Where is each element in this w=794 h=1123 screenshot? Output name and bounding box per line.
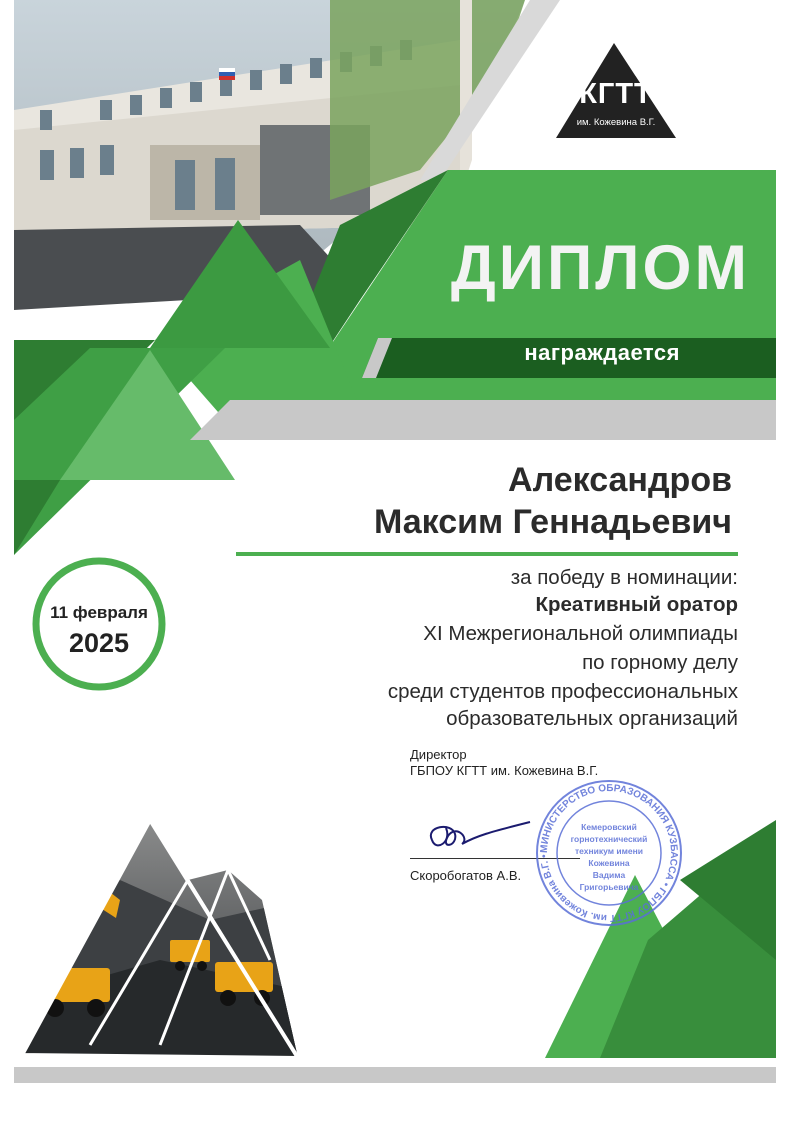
signer-organization: ГБПОУ КГТТ им. Кожевина В.Г. bbox=[410, 763, 599, 778]
reason-line-3: XI Межрегиональной олимпиады bbox=[423, 622, 738, 645]
signer-name: Скоробогатов А.В. bbox=[410, 868, 522, 883]
diploma-title: ДИПЛОМ bbox=[450, 233, 750, 303]
nomination-title: Креативный оратор bbox=[535, 593, 738, 616]
recipient-given-names: Максим Геннадьевич bbox=[374, 503, 732, 541]
signer-role: Директор bbox=[410, 747, 467, 762]
reason-line-6: образовательных организаций bbox=[446, 707, 738, 730]
reason-line-1: за победу в номинации: bbox=[510, 566, 738, 589]
reason-line-5: среди студентов профессиональных bbox=[387, 680, 738, 703]
gray-strip bbox=[190, 400, 776, 440]
date-year: 2025 bbox=[68, 628, 130, 658]
date-circle bbox=[36, 561, 162, 687]
stamp-outer-text: МИНИСТЕРСТВО ОБРАЗОВАНИЯ КУЗБАССА • ГБПОУ КГТТ им. Кожевина В.Г. • bbox=[538, 782, 680, 924]
mining-photo bbox=[20, 810, 310, 1070]
stamp-line-4: Кожевина bbox=[588, 858, 630, 868]
stamp-line-3: техникум имени bbox=[575, 846, 643, 856]
stamp-line-2: горнотехнический bbox=[570, 834, 648, 844]
recipient-surname: Александров bbox=[508, 461, 732, 499]
name-underline bbox=[236, 552, 738, 556]
logo-abbreviation: КГТТ bbox=[579, 78, 653, 110]
date-day-month: 11 февраля bbox=[50, 603, 148, 622]
stamp-line-1: Кемеровский bbox=[581, 822, 637, 832]
signature-scribble bbox=[431, 822, 530, 845]
awarded-label: награждается bbox=[524, 340, 680, 365]
reason-line-4: по горному делу bbox=[582, 651, 738, 674]
stamp-line-5: Вадима bbox=[592, 870, 626, 880]
official-stamp bbox=[534, 778, 684, 928]
logo-subtitle: им. Кожевина В.Г. bbox=[576, 117, 656, 128]
stamp-line-6: Григорьевича bbox=[579, 882, 639, 892]
